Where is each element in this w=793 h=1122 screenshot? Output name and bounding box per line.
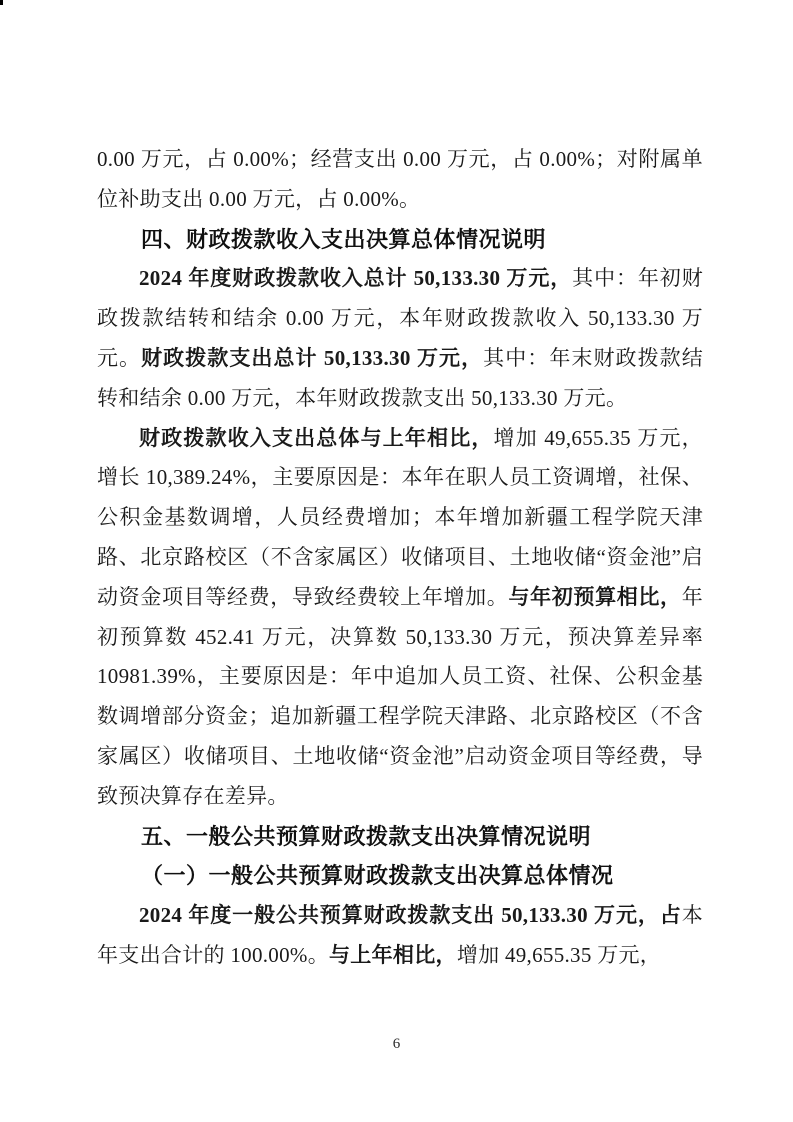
text-run-general-expenditure: 2024 年度一般公共预算财政拨款支出 50,133.30 万元，占: [139, 903, 682, 928]
text-run-increase-amount: 增加 49,655.35 万元，: [456, 942, 662, 967]
text-run-income-detail: 其中：年初财政拨款结转和结余 0.00 万元，本年财政拨款收入 50,133.30 万元。: [97, 266, 703, 370]
text-run-vs-last-year: 财政拨款收入支出总体与上年相比，: [139, 425, 494, 450]
paragraph-continuation: 0.00 万元，占 0.00%；经营支出 0.00 万元，占 0.00%；对附属单位补助支出 0.00 万元，占 0.00%。: [97, 147, 703, 211]
paragraph-year-comparison: [97, 419, 703, 817]
text-run-income-total: 2024 年度财政拨款收入总计 50,133.30 万元，: [139, 266, 573, 291]
paragraph-fiscal-appropriation-totals: [97, 259, 703, 418]
paragraph-general-budget-overview: [97, 896, 703, 976]
subsection-heading-5-1: （一）一般公共预算财政拨款支出决算总体情况: [141, 863, 614, 889]
section-heading-4: 四、财政拨款收入支出决算总体情况说明: [141, 226, 547, 252]
document-body: [97, 140, 703, 976]
section-heading-5: 五、一般公共预算财政拨款支出决算情况说明: [141, 823, 592, 849]
page-number: 6: [392, 1036, 401, 1052]
page-footer: [0, 1034, 793, 1054]
text-run-vs-initial-budget-detail: 年初预算数 452.41 万元，决算数 50,133.30 万元，预决算差异率 10981.39%，主要原因是：年中追加人员工资、社保、公积金基数调增部分资金；追加新疆工程学院天津路、北京路校区（不含家属区）收储项目、土地收储“资金池”启动资金项目等经费，导致预决算存在差异。: [97, 584, 704, 808]
text-run-share-of-total: 本年支出合计的 100.00%。: [97, 903, 703, 967]
text-run-vs-last-year-2: 与上年相比，: [329, 942, 457, 967]
text-run-expenditure-total: 财政拨款支出总计 50,133.30 万元，: [141, 345, 484, 370]
text-run-vs-initial-budget: 与年初预算相比，: [508, 584, 682, 609]
text-run-expenditure-detail: 其中：年末财政拨款结转和结余 0.00 万元，本年财政拨款支出 50,133.30 万元。: [97, 345, 703, 410]
scan-artifact: [0, 0, 3, 5]
text-run-vs-last-year-detail: 增加 49,655.35 万元，增长 10,389.24%，主要原因是：本年在职人员工资调增，社保、公积金基数调增，人员经费增加；本年增加新疆工程学院天津路、北京路校区（不含家属区）收储项目、土地收储“资金池”启动资金项目等经费，导致经费较上年增加。: [97, 425, 703, 609]
